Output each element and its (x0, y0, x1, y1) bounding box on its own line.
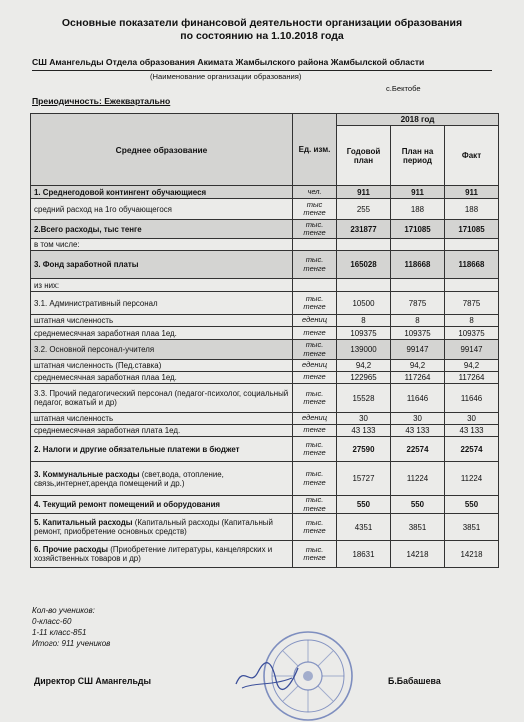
student-notes (32, 605, 110, 649)
row-name: 2. Налоги и другие обязательные платежи в бюджет (31, 437, 293, 462)
table-row (31, 220, 499, 239)
row-plan-year: 550 (337, 496, 391, 514)
row-plan-period: 43 133 (391, 425, 445, 437)
row-name (31, 514, 293, 541)
row-name: штатная численность (31, 315, 293, 327)
table-row (31, 292, 499, 315)
signer-name: Б.Бабашева (388, 676, 441, 686)
table-row (31, 384, 499, 413)
row-plan-period (391, 279, 445, 292)
row-name: 4. Текущий ремонт помещений и оборудования (31, 496, 293, 514)
row-fact: 117264 (445, 372, 499, 384)
row-unit: тыс. тенге (293, 340, 337, 360)
row-name-detail: (Приобретение литературы, канцелярских и хозяйственных товаров и др) (34, 545, 273, 563)
row-name: 3.1. Административный персонал (31, 292, 293, 315)
row-fact (445, 239, 499, 251)
row-fact: 109375 (445, 327, 499, 340)
row-plan-year: 94,2 (337, 360, 391, 372)
row-name-bold: 6. Прочие расходы (34, 545, 109, 554)
row-name: 3.2. Основной персонал-учителя (31, 340, 293, 360)
row-name: среднемесячная заработная плаа 1ед. (31, 372, 293, 384)
row-plan-year: 4351 (337, 514, 391, 541)
table-body (31, 186, 499, 568)
table-row (31, 186, 499, 199)
row-unit: тыс. тенге (293, 541, 337, 568)
row-plan-period: 11646 (391, 384, 445, 413)
director-title: Директор СШ Амангельды (34, 676, 151, 686)
table-row (31, 199, 499, 220)
note-line: Итого: 911 учеников (32, 639, 111, 648)
row-plan-period: 188 (391, 199, 445, 220)
table-row (31, 496, 499, 514)
row-name: среднемесячная заработная плаа 1ед. (31, 327, 293, 340)
row-plan-period: 117264 (391, 372, 445, 384)
row-fact: 8 (445, 315, 499, 327)
note-line: 0-класс-60 (32, 617, 72, 626)
row-plan-year: 122965 (337, 372, 391, 384)
table-row (31, 315, 499, 327)
table-row (31, 437, 499, 462)
header-year: 2018 год (337, 114, 499, 126)
row-name: штатная численность (Пед.ставка) (31, 360, 293, 372)
row-plan-period: 7875 (391, 292, 445, 315)
row-plan-period: 550 (391, 496, 445, 514)
table-row (31, 279, 499, 292)
row-plan-year: 165028 (337, 251, 391, 279)
row-fact: 550 (445, 496, 499, 514)
row-unit: тыс. тенге (293, 292, 337, 315)
row-plan-period: 8 (391, 315, 445, 327)
note-line: Кол-во учеников: (32, 606, 95, 615)
row-name (31, 541, 293, 568)
row-fact: 11646 (445, 384, 499, 413)
row-fact: 7875 (445, 292, 499, 315)
row-name: 3. Фонд заработной платы (31, 251, 293, 279)
row-unit: тыс. тенге (293, 514, 337, 541)
row-unit: тыс. тенге (293, 437, 337, 462)
row-plan-year: 109375 (337, 327, 391, 340)
row-fact: 171085 (445, 220, 499, 239)
row-plan-year: 15528 (337, 384, 391, 413)
row-unit: тыс. тенге (293, 251, 337, 279)
row-plan-period: 30 (391, 413, 445, 425)
organization-caption: (Наименование организации образования) (150, 72, 302, 81)
row-plan-year: 43 133 (337, 425, 391, 437)
row-name: в том числе: (31, 239, 293, 251)
row-plan-period: 911 (391, 186, 445, 199)
header-fact: Факт (445, 126, 499, 186)
row-name-bold: 5. Капитальный расходы (34, 518, 133, 527)
row-unit: тыс тенге (293, 199, 337, 220)
row-unit: едениц (293, 315, 337, 327)
row-fact: 14218 (445, 541, 499, 568)
title-line-2: по состоянию на 1.10.2018 года (180, 30, 344, 42)
row-plan-period (391, 239, 445, 251)
header-unit: Ед. изм. (293, 114, 337, 186)
table-row (31, 327, 499, 340)
row-plan-year: 8 (337, 315, 391, 327)
row-fact: 30 (445, 413, 499, 425)
row-plan-year: 231877 (337, 220, 391, 239)
row-name: штатная численность (31, 413, 293, 425)
row-name: среднемесячная заработная плата 1ед. (31, 425, 293, 437)
table-row (31, 340, 499, 360)
row-name-bold: 3. Коммунальные расходы (34, 469, 140, 479)
row-fact: 188 (445, 199, 499, 220)
row-unit: тыс. тенге (293, 462, 337, 496)
table-row (31, 425, 499, 437)
row-plan-year (337, 279, 391, 292)
organization-name: СШ Амангельды Отдела образования Акимата Жамбылского района Жамбылской области (32, 57, 425, 67)
header-plan-period: План на период (391, 126, 445, 186)
row-unit (293, 279, 337, 292)
row-plan-period: 109375 (391, 327, 445, 340)
row-name-detail: (свет,вода, отопление, связь,интернет,аренда помещений и др.) (34, 469, 224, 488)
header-plan-year: Годовой план (337, 126, 391, 186)
table-row (31, 541, 499, 568)
row-plan-year: 15727 (337, 462, 391, 496)
row-unit: едениц (293, 360, 337, 372)
row-plan-year: 911 (337, 186, 391, 199)
table-row (31, 514, 499, 541)
row-name: из них: (31, 279, 293, 292)
row-fact: 3851 (445, 514, 499, 541)
row-fact: 94,2 (445, 360, 499, 372)
row-name: 1. Среднегодовой контингент обучающиеся (31, 186, 293, 199)
row-unit: чел. (293, 186, 337, 199)
row-unit: тыс. тенге (293, 496, 337, 514)
periodicity-label: Преиодичность: Ежеквартально (32, 96, 171, 106)
row-name: 2.Всего расходы, тыс тенге (31, 220, 293, 239)
row-unit: тыс. тенге (293, 220, 337, 239)
table-row (31, 462, 499, 496)
row-unit: тенге (293, 327, 337, 340)
row-fact: 43 133 (445, 425, 499, 437)
row-plan-year: 30 (337, 413, 391, 425)
table-row (31, 251, 499, 279)
header-name: Среднее образование (31, 114, 293, 186)
row-fact: 911 (445, 186, 499, 199)
row-plan-period: 11224 (391, 462, 445, 496)
table-row (31, 372, 499, 384)
row-plan-period: 118668 (391, 251, 445, 279)
row-name-detail: (Капитальный расходы (Капитальный ремонт, приобретение основных средств) (34, 518, 273, 536)
row-fact: 118668 (445, 251, 499, 279)
organization-underline (32, 70, 492, 71)
table-row (31, 239, 499, 251)
row-name (31, 462, 293, 496)
row-unit (293, 239, 337, 251)
row-plan-period: 3851 (391, 514, 445, 541)
row-fact (445, 279, 499, 292)
title-line-1: Основные показатели финансовой деятельности организации образования (61, 17, 463, 29)
row-plan-year: 18631 (337, 541, 391, 568)
row-plan-year: 10500 (337, 292, 391, 315)
row-unit: тыс. тенге (293, 384, 337, 413)
row-plan-period: 22574 (391, 437, 445, 462)
row-plan-year: 255 (337, 199, 391, 220)
row-unit: тенге (293, 425, 337, 437)
row-plan-year: 139000 (337, 340, 391, 360)
city-label: с.Бектобе (386, 84, 421, 93)
row-plan-period: 94,2 (391, 360, 445, 372)
row-unit: тенге (293, 372, 337, 384)
signature (232, 658, 302, 694)
row-unit: едениц (293, 413, 337, 425)
row-name: средний расход на 1го обучающегося (31, 199, 293, 220)
row-plan-period: 14218 (391, 541, 445, 568)
table-row (31, 360, 499, 372)
financial-table (30, 113, 499, 568)
row-fact: 11224 (445, 462, 499, 496)
row-plan-year (337, 239, 391, 251)
row-plan-period: 99147 (391, 340, 445, 360)
row-name: 3.3. Прочий педагогический персонал (педагог-психолог, социальный педагог, вожатый и др) (31, 384, 293, 413)
row-plan-year: 27590 (337, 437, 391, 462)
note-line: 1-11 класс-851 (32, 628, 87, 637)
row-fact: 22574 (445, 437, 499, 462)
table-row (31, 413, 499, 425)
row-fact: 99147 (445, 340, 499, 360)
row-plan-period: 171085 (391, 220, 445, 239)
